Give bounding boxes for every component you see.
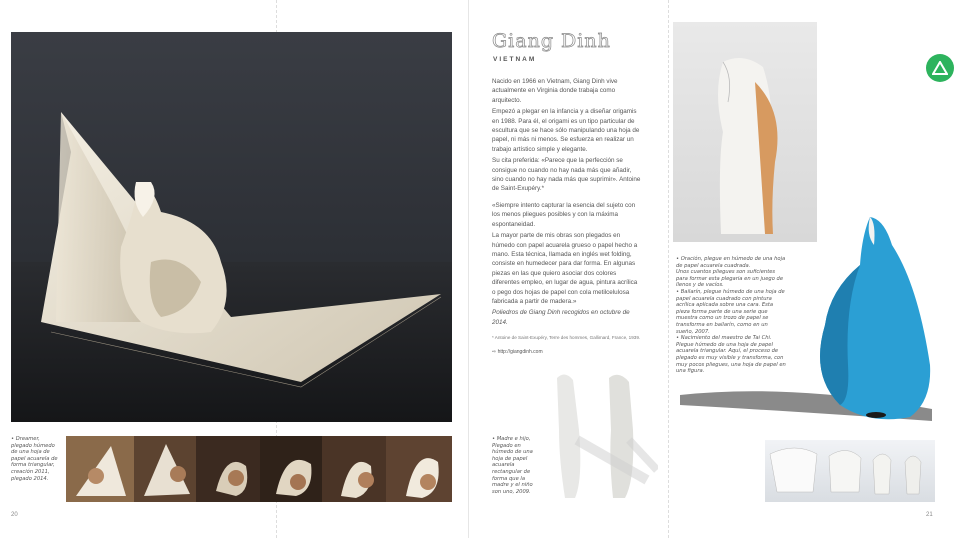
mother-child-photo: [537, 370, 658, 500]
dancer-photo: [670, 205, 942, 435]
artist-quote: La mayor parte de mis obras son plegados en húmedo con papel acuarela grueso o papel hecho a mano. Esta técnica, llamada en inglés wet folding, consiste en humedecer para dar forma. En algunas piezas en las que quiero asociar dos colores diferentes empleo, en lugar de agua, pintura acrílica o pego dos hojas de papel con cola metilcelulosa fabricada a partir de madera.»: [492, 232, 638, 305]
fold-guide: [668, 0, 669, 538]
bio-paragraph: Nacido en 1966 en Vietnam, Giang Dinh vive actualmente en Virginia donde trabaja como arquitecto.: [492, 78, 618, 104]
prayer-caption: • Oración, plegue en húmedo de una hoja de papel acuarela cuadrada.: [676, 256, 786, 269]
prayer-caption-detail: Unos cuantos pliegues son suficientes para formar esta plegaria en un juego de llenos y de vacíos.: [676, 269, 784, 289]
artist-website-link[interactable]: ⇨ http://giangdinh.com: [492, 348, 543, 355]
tai-chi-caption: • Nacimiento del maestro de Tai Chi. Plegue húmedo de una hoja de papel acuarela triangular. Aquí, el proceso de plegado es muy visible y transforma, con muy pocos pliegues, una hoja de papel en una figura.: [676, 335, 786, 375]
bio-paragraph: Su cita preferida: «Parece que la perfección se consigue no cuando no hay nada más que añadir, sino cuando no hay nada más que suprimir». Antoine de Saint-Exupéry.*: [492, 157, 641, 193]
folding-steps-strip: [66, 436, 452, 502]
photo-credit: Poliedros de Giang Dinh recogidos en octubre de 2014.: [492, 309, 630, 326]
dreamer-sculpture: [11, 32, 452, 422]
artist-name: Giang Dinh: [492, 30, 611, 52]
footnote: * Antoine de Saint-Exupéry, Terre des hommes, Gallimard, France, 1939.: [492, 335, 641, 341]
page-number-right: 21: [926, 512, 933, 518]
dancer-sculpture: [670, 205, 942, 435]
tai-chi-series-photo: [765, 440, 935, 502]
dreamer-caption: • Dreamer, plegado húmedo de una hoja de papel acuarela de forma triangular, creación 2011, plegado 2014.: [11, 436, 58, 482]
mother-child-sculpture: [537, 370, 658, 500]
bio-paragraph: Empezó a plegar en la infancia y a diseñar origamis en 1988. Para él, el origami es un tipo particular de escultura que se hace sólo manipulando una hoja de papel, ni más ni menos. Se esfuerza en realizar un trabajo artístico simple y elegante.: [492, 108, 640, 153]
triangle-up-icon: [932, 61, 948, 75]
tai-chi-sculptures: [765, 440, 935, 502]
mother-child-caption: • Madre e hijo, Plegado en húmedo de una hoja de papel acuarela rectangular de forma que la madre y el niño son uno, 2009.: [492, 436, 533, 495]
nav-up-button[interactable]: [926, 54, 954, 82]
left-page: [0, 0, 468, 538]
dancer-caption: • Bailarín, plegue húmedo de una hoja de papel acuarela cuadrado con pintura acrílica aplicada sobre una cara. Esta pieza forma parte de una serie que muestra como un trozo de papel se transforma en bailarín, como en un sueño, 2007.: [676, 288, 785, 335]
artist-country: VIETNAM: [493, 56, 537, 63]
artist-quote: «Siempre intento capturar la esencia del sujeto con los menos pliegues posibles y con la máxima espontaneidad.: [492, 201, 636, 228]
page-number-left: 20: [11, 512, 18, 518]
artist-bio: [492, 77, 642, 359]
dreamer-photo: [11, 32, 452, 422]
